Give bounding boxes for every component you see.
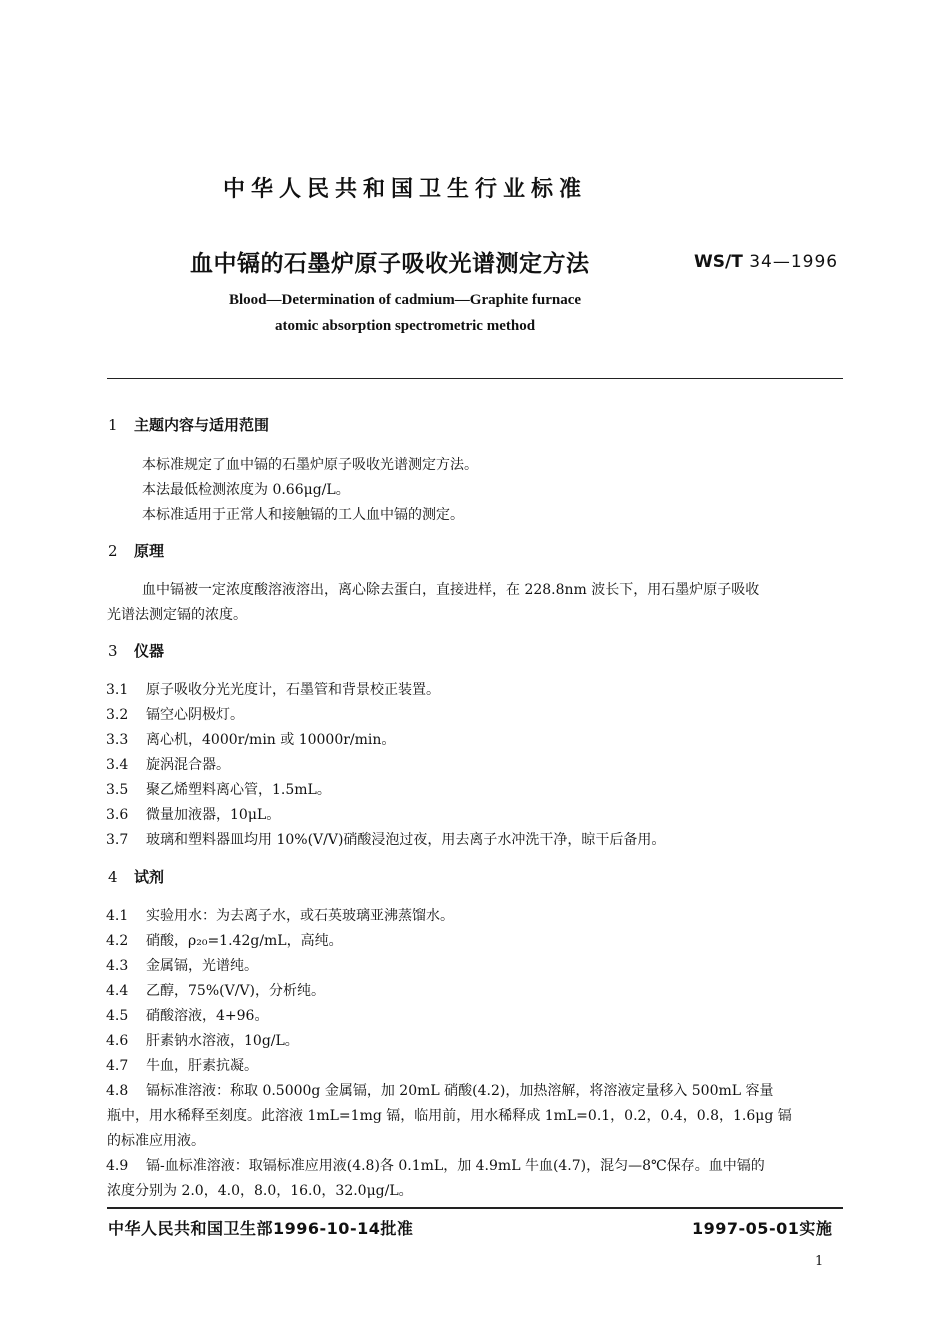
item-text: 离心机，4000r/min 或 10000r/min。 [146,732,396,748]
standard-code-number: 34—1996 [749,252,839,272]
section-1-heading [108,414,269,435]
implementation-date: 1997-05-01实施 [692,1219,833,1238]
section-1-title: 主题内容与适用范围 [134,416,270,434]
list-item [106,1055,258,1075]
section-1-paragraph-3: 本标准适用于正常人和接触镉的工人血中镉的测定。 [142,507,464,523]
list-item [106,930,343,950]
item-4-9-line-2: 浓度分别为 2.0，4.0，8.0，16.0，32.0μg/L。 [107,1183,413,1199]
list-item [106,704,244,724]
item-4-9-line-1 [106,1155,765,1175]
item-number: 4.4 [106,983,129,999]
item-number: 4.9 [106,1158,129,1174]
item-text: 乙醇，75%(V/V)，分析纯。 [146,983,325,999]
item-number: 3.3 [106,732,129,748]
section-4-number: 4 [108,868,118,886]
item-number: 3.4 [106,757,129,773]
english-title-line2: atomic absorption spectrometric method [274,318,536,334]
section-1-paragraph-2: 本法最低检测浓度为 0.66μg/L。 [142,482,350,498]
item-text: 原子吸收分光光度计，石墨管和背景校正装置。 [146,682,440,698]
standard-code [694,252,838,272]
item-text: 金属镉，光谱纯。 [146,958,258,974]
item-text: 镉标准溶液：称取 0.5000g 金属镉，加 20mL 硝酸(4.2)，加热溶解，将溶液定量移入 500mL 容量 [146,1083,774,1099]
section-1-number: 1 [108,416,118,434]
list-item [106,679,440,699]
list-item [106,804,280,824]
list-item [106,980,325,1000]
section-4-heading [108,866,164,887]
item-text: 镉空心阴极灯。 [146,707,244,723]
item-number: 4.6 [106,1033,129,1049]
list-item [106,729,395,749]
approval-date: 中华人民共和国卫生部1996-10-14批准 [108,1219,414,1238]
item-4-8-line-1 [106,1080,774,1100]
item-text: 聚乙烯塑料离心管，1.5mL。 [146,782,331,798]
section-3-title: 仪器 [134,642,165,660]
item-text: 肝素钠水溶液，10g/L。 [146,1033,299,1049]
item-4-8-line-3: 的标准应用液。 [107,1133,205,1149]
english-title-line1: Blood—Determination of cadmium—Graphite furnace [228,292,582,308]
section-3-heading [108,640,164,661]
item-number: 3.1 [106,682,129,698]
item-number: 4.5 [106,1008,129,1024]
item-number: 4.3 [106,958,129,974]
item-4-8-line-2: 瓶中，用水稀释至刻度。此溶液 1mL=1mg 镉，临用前，用水稀释成 1mL=0.1，0.2，0.4，0.8，1.6μg 镉 [107,1108,792,1124]
item-number: 4.7 [106,1058,129,1074]
item-text: 镉-血标准溶液：取镉标准应用液(4.8)各 0.1mL，加 4.9mL 牛血(4.7)，混匀—8℃保存。血中镉的 [146,1158,765,1174]
standard-category-title: 中华人民共和国卫生行业标准 [222,177,587,202]
item-text: 硝酸溶液，4+96。 [146,1008,269,1024]
item-number: 4.1 [106,908,129,924]
list-item [106,905,454,925]
item-text: 微量加液器，10μL。 [146,807,281,823]
section-2-paragraph-line-1: 血中镉被一定浓度酸溶液溶出，离心除去蛋白，直接进样，在 228.8nm 波长下，用石墨炉原子吸收 [142,582,760,598]
section-2-paragraph-line-2: 光谱法测定镉的浓度。 [107,607,247,623]
item-number: 3.5 [106,782,129,798]
item-text: 实验用水：为去离子水，或石英玻璃亚沸蒸馏水。 [146,908,454,924]
page-number: 1 [815,1254,824,1269]
list-item [106,779,331,799]
list-item [106,754,230,774]
footer-divider [107,1207,843,1209]
item-text: 牛血，肝素抗凝。 [146,1058,258,1074]
section-2-number: 2 [108,542,118,560]
header-divider [107,378,843,379]
standard-code-prefix: WS/T [694,252,743,272]
item-text: 硝酸，ρ₂₀=1.42g/mL，高纯。 [146,933,343,949]
document-title: 血中镉的石墨炉原子吸收光谱测定方法 [190,251,590,277]
section-1-paragraph-1: 本标准规定了血中镉的石墨炉原子吸收光谱测定方法。 [142,457,478,473]
list-item [106,829,665,849]
section-3-number: 3 [108,642,118,660]
item-number: 3.7 [106,832,129,848]
section-2-title: 原理 [134,542,165,560]
item-text: 旋涡混合器。 [146,757,230,773]
item-number: 3.2 [106,707,129,723]
item-number: 4.8 [106,1083,129,1099]
list-item [106,1030,299,1050]
list-item [106,1005,268,1025]
item-number: 4.2 [106,933,129,949]
list-item [106,955,258,975]
section-2-heading [108,540,164,561]
item-text: 玻璃和塑料器皿均用 10%(V/V)硝酸浸泡过夜，用去离子水冲洗干净，晾干后备用。 [146,832,666,848]
item-number: 3.6 [106,807,129,823]
section-4-title: 试剂 [134,868,165,886]
